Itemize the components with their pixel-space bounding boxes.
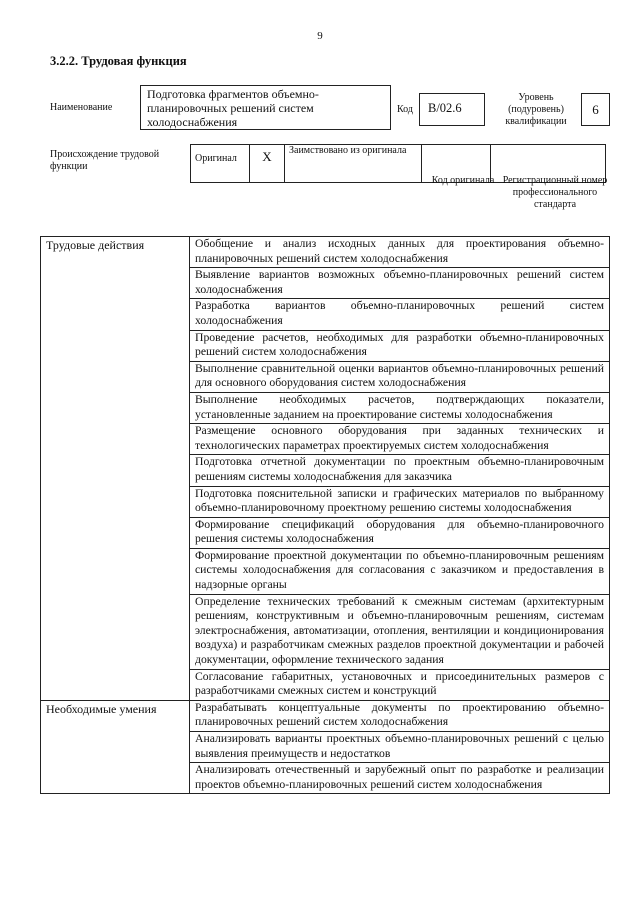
- list-item: Выявление вариантов возможных объемно-планировочных решений систем холодоснабжения: [190, 268, 610, 299]
- list-item: Выполнение сравнительной оценки вариантов объемно-планировочных решений для основного оборудования систем холодоснабжения: [190, 361, 610, 392]
- list-item: Подготовка пояснительной записки и графических материалов по выбранному объемно-планировочному проектному решению системы холодоснабжения: [190, 486, 610, 517]
- code-label: Код: [397, 104, 413, 115]
- original-label: Оригинал: [191, 145, 250, 183]
- list-item: Обобщение и анализ исходных данных для проектирования объемно-планировочных решений систем холодоснабжения: [190, 237, 610, 268]
- list-item: Проведение расчетов, необходимых для разработки объемно-планировочных решений систем холодоснабжения: [190, 330, 610, 361]
- list-item: Размещение основного оборудования при заданных технических и технологических параметрах проектируемых систем холодоснабжения: [190, 424, 610, 455]
- table-row: [41, 237, 610, 268]
- table-row: [41, 700, 610, 731]
- functions-table: [40, 236, 610, 794]
- list-item: Определение технических требований к смежным системам (архитектурным решениям, конструктивным и объемно-планировочным решениям, системам электроснабжения, автоматизации, отопления, вентиляции и кондиционирования воздуха) и разработчикам смежных разделов проектной документации и рабочей документации, оформление технического задания: [190, 594, 610, 669]
- level-value: 6: [581, 93, 610, 126]
- page-number: 9: [317, 30, 323, 42]
- level-label: Уровень (подуровень) квалификации: [505, 92, 567, 127]
- list-item: Разработка вариантов объемно-планировочных решений систем холодоснабжения: [190, 299, 610, 330]
- registration-caption: Регистрационный номер профессионального стандарта: [502, 175, 608, 210]
- list-item: Разрабатывать концептуальные документы по проектированию объемно-планировочных решений систем холодоснабжения: [190, 700, 610, 731]
- borrowed-label: Заимствовано из оригинала: [285, 145, 422, 183]
- list-item: Формирование спецификаций оборудования для объемно-планировочного решения системы холодоснабжения: [190, 517, 610, 548]
- list-item: Формирование проектной документации по объемно-планировочным решениям системы холодоснабжения для согласования с заказчиком и предоставления в надзорные органы: [190, 548, 610, 594]
- list-item: Анализировать варианты проектных объемно-планировочных решений с целью выявления преимуществ и недостатков: [190, 732, 610, 763]
- category-label: Трудовые действия: [41, 237, 190, 701]
- name-label: Наименование: [50, 102, 113, 113]
- section-title: 3.2.2. Трудовая функция: [50, 54, 187, 68]
- original-mark: X: [250, 145, 285, 183]
- function-name-value: Подготовка фрагментов объемно-планировочных решений систем холодоснабжения: [140, 85, 391, 130]
- category-label: Необходимые умения: [41, 700, 190, 794]
- list-item: Подготовка отчетной документации по проектным объемно-планировочным решениям системы холодоснабжения для заказчика: [190, 455, 610, 486]
- code-value: B/02.6: [419, 93, 485, 126]
- list-item: Согласование габаритных, установочных и присоединительных размеров с разработчиками смежных систем и конструкций: [190, 669, 610, 700]
- list-item: Выполнение необходимых расчетов, подтверждающих показатели, установленные заданием на проектирование системы холодоснабжения: [190, 392, 610, 423]
- list-item: Анализировать отечественный и зарубежный опыт по разработке и реализации проектов объемно-планировочных решений систем холодоснабжения: [190, 763, 610, 794]
- origin-label: Происхождение трудовой функции: [50, 149, 160, 172]
- code-caption: Код оригинала: [431, 175, 495, 186]
